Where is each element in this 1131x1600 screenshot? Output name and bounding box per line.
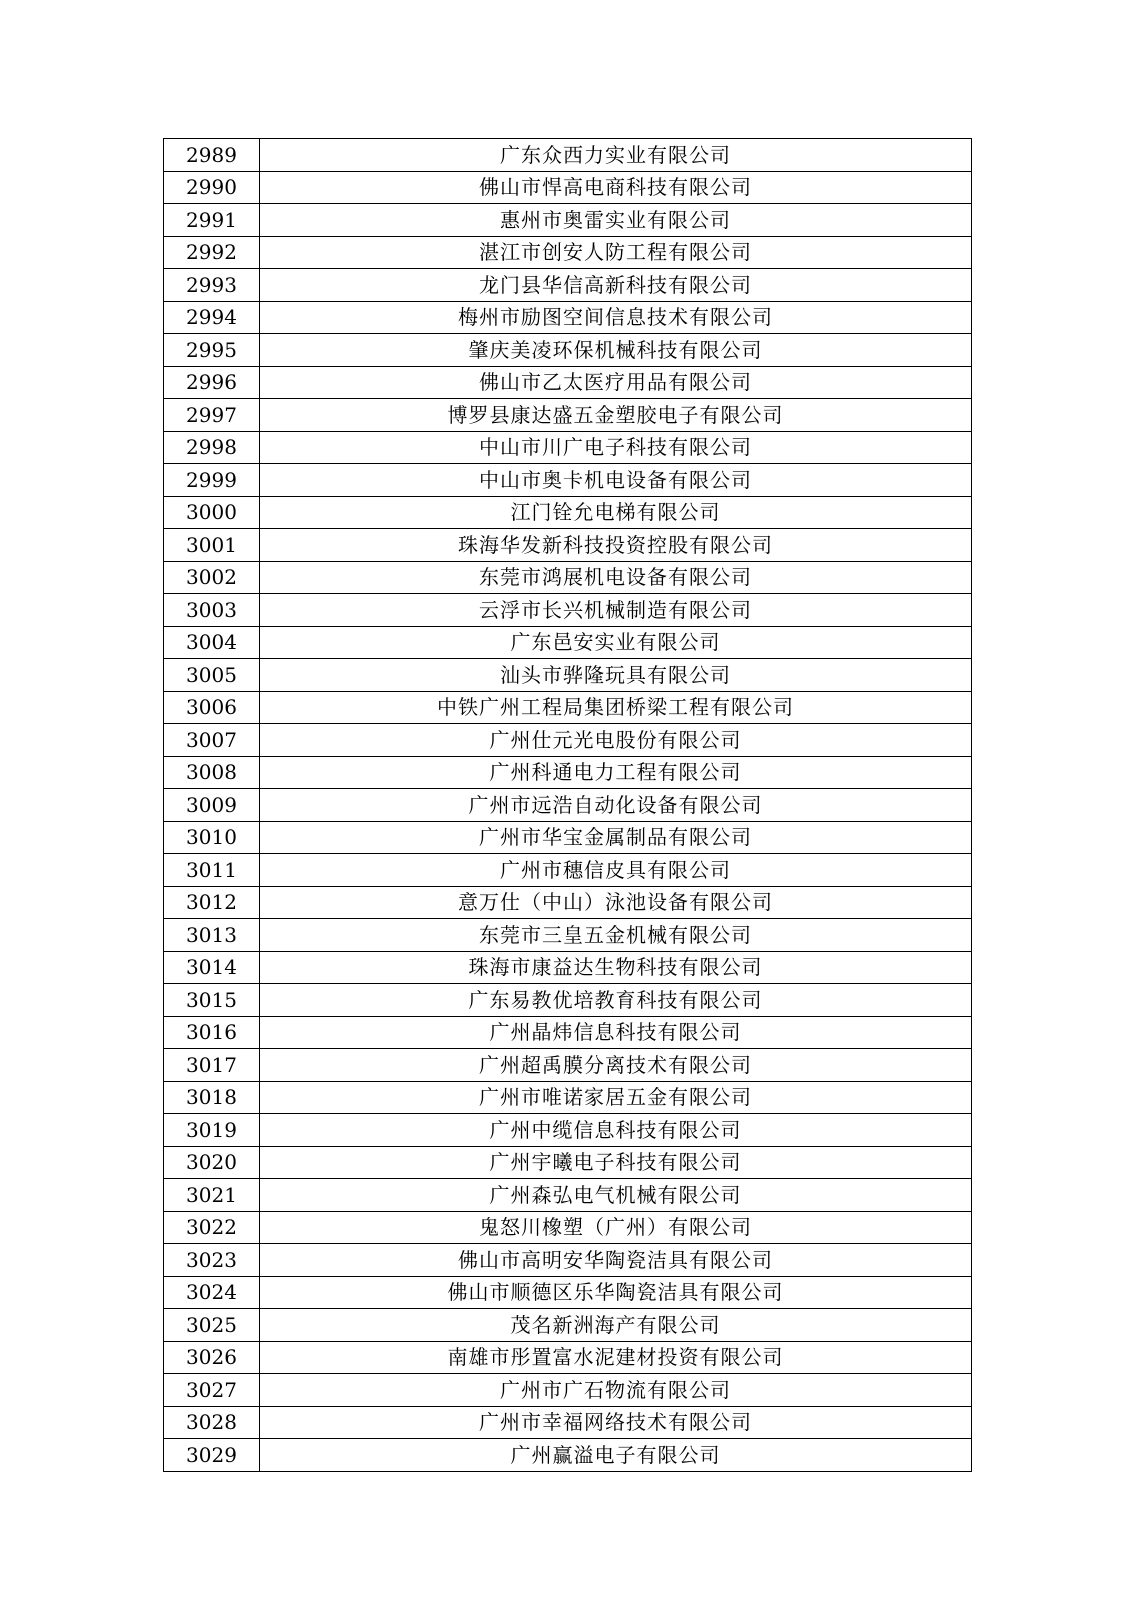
row-number: 2993 — [164, 269, 260, 302]
table-row — [164, 724, 972, 757]
row-number: 3017 — [164, 1049, 260, 1082]
row-number: 2998 — [164, 431, 260, 464]
table-row — [164, 1341, 972, 1374]
company-name: 珠海市康益达生物科技有限公司 — [260, 951, 972, 984]
row-number: 3001 — [164, 529, 260, 562]
table-row — [164, 1211, 972, 1244]
company-name: 广东易教优培教育科技有限公司 — [260, 984, 972, 1017]
row-number: 3015 — [164, 984, 260, 1017]
table-row — [164, 984, 972, 1017]
row-number: 3002 — [164, 561, 260, 594]
table-row — [164, 1406, 972, 1439]
row-number: 3004 — [164, 626, 260, 659]
table-row — [164, 236, 972, 269]
row-number: 3025 — [164, 1309, 260, 1342]
table-row — [164, 886, 972, 919]
company-name: 珠海华发新科技投资控股有限公司 — [260, 529, 972, 562]
row-number: 3014 — [164, 951, 260, 984]
company-name: 意万仕（中山）泳池设备有限公司 — [260, 886, 972, 919]
table-row — [164, 301, 972, 334]
row-number: 3008 — [164, 756, 260, 789]
table-row — [164, 431, 972, 464]
row-number: 2997 — [164, 399, 260, 432]
row-number: 2994 — [164, 301, 260, 334]
table-row — [164, 1309, 972, 1342]
row-number: 2996 — [164, 366, 260, 399]
company-name: 中铁广州工程局集团桥梁工程有限公司 — [260, 691, 972, 724]
company-name: 江门铨允电梯有限公司 — [260, 496, 972, 529]
company-name: 广州中缆信息科技有限公司 — [260, 1114, 972, 1147]
table-row — [164, 139, 972, 172]
table-row — [164, 1049, 972, 1082]
row-number: 3011 — [164, 854, 260, 887]
row-number: 2990 — [164, 171, 260, 204]
company-name: 茂名新洲海产有限公司 — [260, 1309, 972, 1342]
table-row — [164, 659, 972, 692]
row-number: 2992 — [164, 236, 260, 269]
row-number: 3028 — [164, 1406, 260, 1439]
row-number: 3023 — [164, 1244, 260, 1277]
table-row — [164, 1081, 972, 1114]
table-row — [164, 1179, 972, 1212]
table-row — [164, 1114, 972, 1147]
row-number: 3003 — [164, 594, 260, 627]
table-row — [164, 464, 972, 497]
company-name: 广州超禹膜分离技术有限公司 — [260, 1049, 972, 1082]
company-name: 肇庆美凌环保机械科技有限公司 — [260, 334, 972, 367]
company-name: 广州森弘电气机械有限公司 — [260, 1179, 972, 1212]
row-number: 3029 — [164, 1439, 260, 1472]
company-name: 湛江市创安人防工程有限公司 — [260, 236, 972, 269]
table-row — [164, 529, 972, 562]
row-number: 3005 — [164, 659, 260, 692]
company-name: 博罗县康达盛五金塑胶电子有限公司 — [260, 399, 972, 432]
company-name: 佛山市高明安华陶瓷洁具有限公司 — [260, 1244, 972, 1277]
company-name: 中山市奥卡机电设备有限公司 — [260, 464, 972, 497]
table-row — [164, 919, 972, 952]
row-number: 3027 — [164, 1374, 260, 1407]
table-row — [164, 269, 972, 302]
table-row — [164, 821, 972, 854]
table-row — [164, 1276, 972, 1309]
company-list-body — [164, 139, 972, 1472]
company-name: 广东邑安实业有限公司 — [260, 626, 972, 659]
company-name: 广州市唯诺家居五金有限公司 — [260, 1081, 972, 1114]
table-row — [164, 594, 972, 627]
row-number: 3026 — [164, 1341, 260, 1374]
company-name: 东莞市三皇五金机械有限公司 — [260, 919, 972, 952]
company-name: 广州晶炜信息科技有限公司 — [260, 1016, 972, 1049]
row-number: 2999 — [164, 464, 260, 497]
company-name: 佛山市顺德区乐华陶瓷洁具有限公司 — [260, 1276, 972, 1309]
table-row — [164, 626, 972, 659]
company-name: 广州赢溢电子有限公司 — [260, 1439, 972, 1472]
table-row — [164, 789, 972, 822]
company-name: 鬼怒川橡塑（广州）有限公司 — [260, 1211, 972, 1244]
company-name: 广州科通电力工程有限公司 — [260, 756, 972, 789]
company-list-table — [163, 138, 972, 1472]
row-number: 3018 — [164, 1081, 260, 1114]
company-name: 南雄市彤置富水泥建材投资有限公司 — [260, 1341, 972, 1374]
company-name: 惠州市奥雷实业有限公司 — [260, 204, 972, 237]
company-name: 佛山市乙太医疗用品有限公司 — [260, 366, 972, 399]
company-name: 龙门县华信高新科技有限公司 — [260, 269, 972, 302]
row-number: 2991 — [164, 204, 260, 237]
table-row — [164, 561, 972, 594]
table-row — [164, 204, 972, 237]
table-row — [164, 1244, 972, 1277]
company-name: 广州市穗信皮具有限公司 — [260, 854, 972, 887]
table-row — [164, 1146, 972, 1179]
company-name: 广州市幸福网络技术有限公司 — [260, 1406, 972, 1439]
table-row — [164, 951, 972, 984]
table-row — [164, 366, 972, 399]
table-row — [164, 399, 972, 432]
company-name: 云浮市长兴机械制造有限公司 — [260, 594, 972, 627]
table-row — [164, 756, 972, 789]
table-row — [164, 1016, 972, 1049]
table-row — [164, 691, 972, 724]
row-number: 3013 — [164, 919, 260, 952]
row-number: 3012 — [164, 886, 260, 919]
company-name: 广州市广石物流有限公司 — [260, 1374, 972, 1407]
row-number: 3000 — [164, 496, 260, 529]
row-number: 3006 — [164, 691, 260, 724]
row-number: 2989 — [164, 139, 260, 172]
company-name: 广州市远浩自动化设备有限公司 — [260, 789, 972, 822]
company-name: 佛山市悍高电商科技有限公司 — [260, 171, 972, 204]
company-name: 汕头市骅隆玩具有限公司 — [260, 659, 972, 692]
row-number: 3019 — [164, 1114, 260, 1147]
table-row — [164, 854, 972, 887]
row-number: 3024 — [164, 1276, 260, 1309]
row-number: 3010 — [164, 821, 260, 854]
company-name: 广州仕元光电股份有限公司 — [260, 724, 972, 757]
row-number: 3020 — [164, 1146, 260, 1179]
table-row — [164, 1439, 972, 1472]
row-number: 3007 — [164, 724, 260, 757]
company-name: 东莞市鸿展机电设备有限公司 — [260, 561, 972, 594]
table-row — [164, 496, 972, 529]
company-name: 广东众西力实业有限公司 — [260, 139, 972, 172]
company-name: 梅州市励图空间信息技术有限公司 — [260, 301, 972, 334]
table-row — [164, 334, 972, 367]
row-number: 3009 — [164, 789, 260, 822]
row-number: 2995 — [164, 334, 260, 367]
row-number: 3021 — [164, 1179, 260, 1212]
table-row — [164, 171, 972, 204]
company-name: 广州市华宝金属制品有限公司 — [260, 821, 972, 854]
company-name: 中山市川广电子科技有限公司 — [260, 431, 972, 464]
company-name: 广州宇曦电子科技有限公司 — [260, 1146, 972, 1179]
row-number: 3016 — [164, 1016, 260, 1049]
table-row — [164, 1374, 972, 1407]
row-number: 3022 — [164, 1211, 260, 1244]
